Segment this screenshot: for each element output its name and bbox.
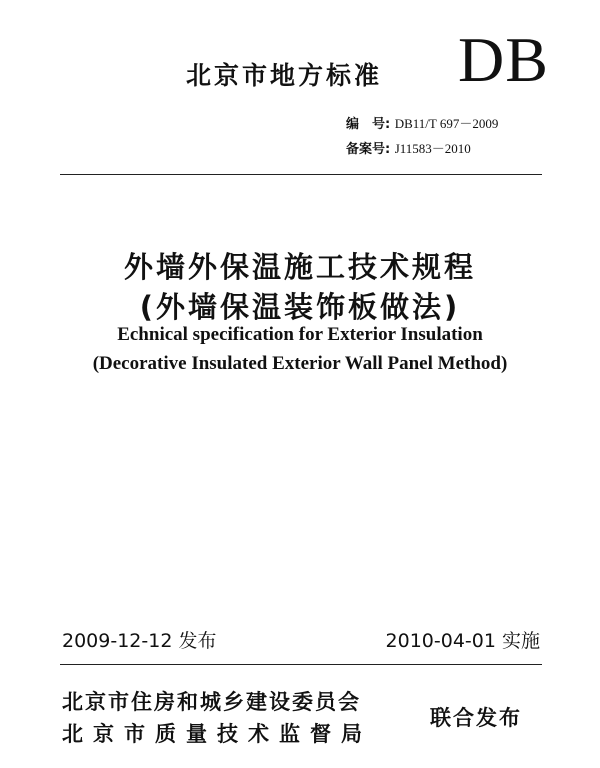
title-zh-main: 外墙外保温施工技术规程 bbox=[123, 250, 476, 284]
standard-number-label: 编 号: bbox=[346, 117, 391, 132]
record-number-label: 备案号: bbox=[346, 142, 391, 157]
title-en-main: Echnical specification for Exterior Insulation bbox=[117, 324, 483, 345]
standard-number-row bbox=[346, 113, 498, 132]
issuer-quality-bureau: 北京市质量技术监督局 bbox=[62, 722, 372, 746]
record-number-value: J11583－2010 bbox=[394, 141, 471, 156]
publish-date: 2009-12-12 发布 bbox=[62, 630, 217, 652]
title-zh-sub: (外墙保温装饰板做法) bbox=[139, 290, 461, 324]
bottom-divider bbox=[60, 664, 542, 665]
standard-name: 北京市地方标准 bbox=[186, 61, 383, 90]
top-divider bbox=[60, 174, 542, 175]
issuer-housing-commission: 北京市住房和城乡建设委员会 bbox=[62, 690, 361, 714]
db-logo: DB bbox=[458, 24, 549, 95]
title-en-sub: (Decorative Insulated Exterior Wall Panel Method) bbox=[92, 353, 508, 374]
standard-number-value: DB11/T 697－2009 bbox=[394, 116, 499, 131]
record-number-row bbox=[346, 138, 471, 157]
effective-date: 2010-04-01 实施 bbox=[385, 630, 540, 652]
joint-issue-label: 联合发布 bbox=[430, 706, 522, 730]
